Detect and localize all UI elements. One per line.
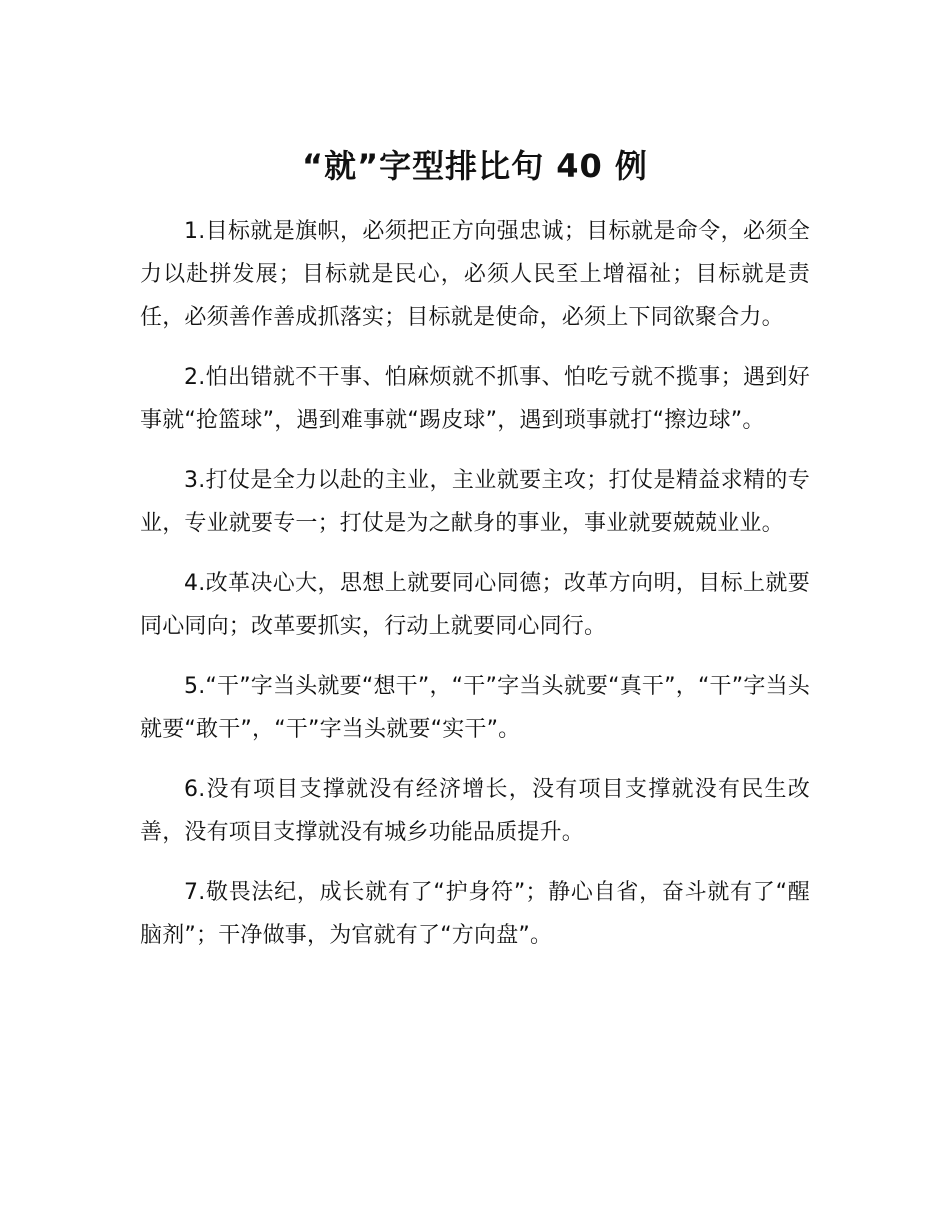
paragraph-6: 6.没有项目支撑就没有经济增长，没有项目支撑就没有民生改善，没有项目支撑就没有城乡功能品质提升。 [140, 777, 810, 845]
paragraph-4: 4.改革决心大，思想上就要同心同德；改革方向明，目标上就要同心同向；改革要抓实，行动上就要同心同行。 [140, 571, 810, 639]
page-title: “就”字型排比句 40 例 [302, 147, 648, 185]
paragraph-list [140, 210, 810, 957]
paragraph-1: 1.目标就是旗帜，必须把正方向强忠诚；目标就是命令，必须全力以赴拼发展；目标就是民心，必须人民至上增福祉；目标就是责任，必须善作善成抓落实；目标就是使命，必须上下同欲聚合力。 [140, 219, 810, 330]
paragraph-3: 3.打仗是全力以赴的主业，主业就要主攻；打仗是精益求精的专业，专业就要专一；打仗是为之献身的事业，事业就要兢兢业业。 [140, 468, 810, 536]
paragraph-2: 2.怕出错就不干事、怕麻烦就不抓事、怕吃亏就不揽事；遇到好事就“抢篮球”，遇到难事就“踢皮球”，遇到琐事就打“擦边球”。 [140, 365, 810, 433]
paragraph-7: 7.敬畏法纪，成长就有了“护身符”；静心自省，奋斗就有了“醒脑剂”；干净做事，为官就有了“方向盘”。 [140, 880, 810, 948]
paragraph-5: 5.“干”字当头就要“想干”，“干”字当头就要“真干”，“干”字当头就要“敢干”，“干”字当头就要“实干”。 [140, 674, 810, 742]
